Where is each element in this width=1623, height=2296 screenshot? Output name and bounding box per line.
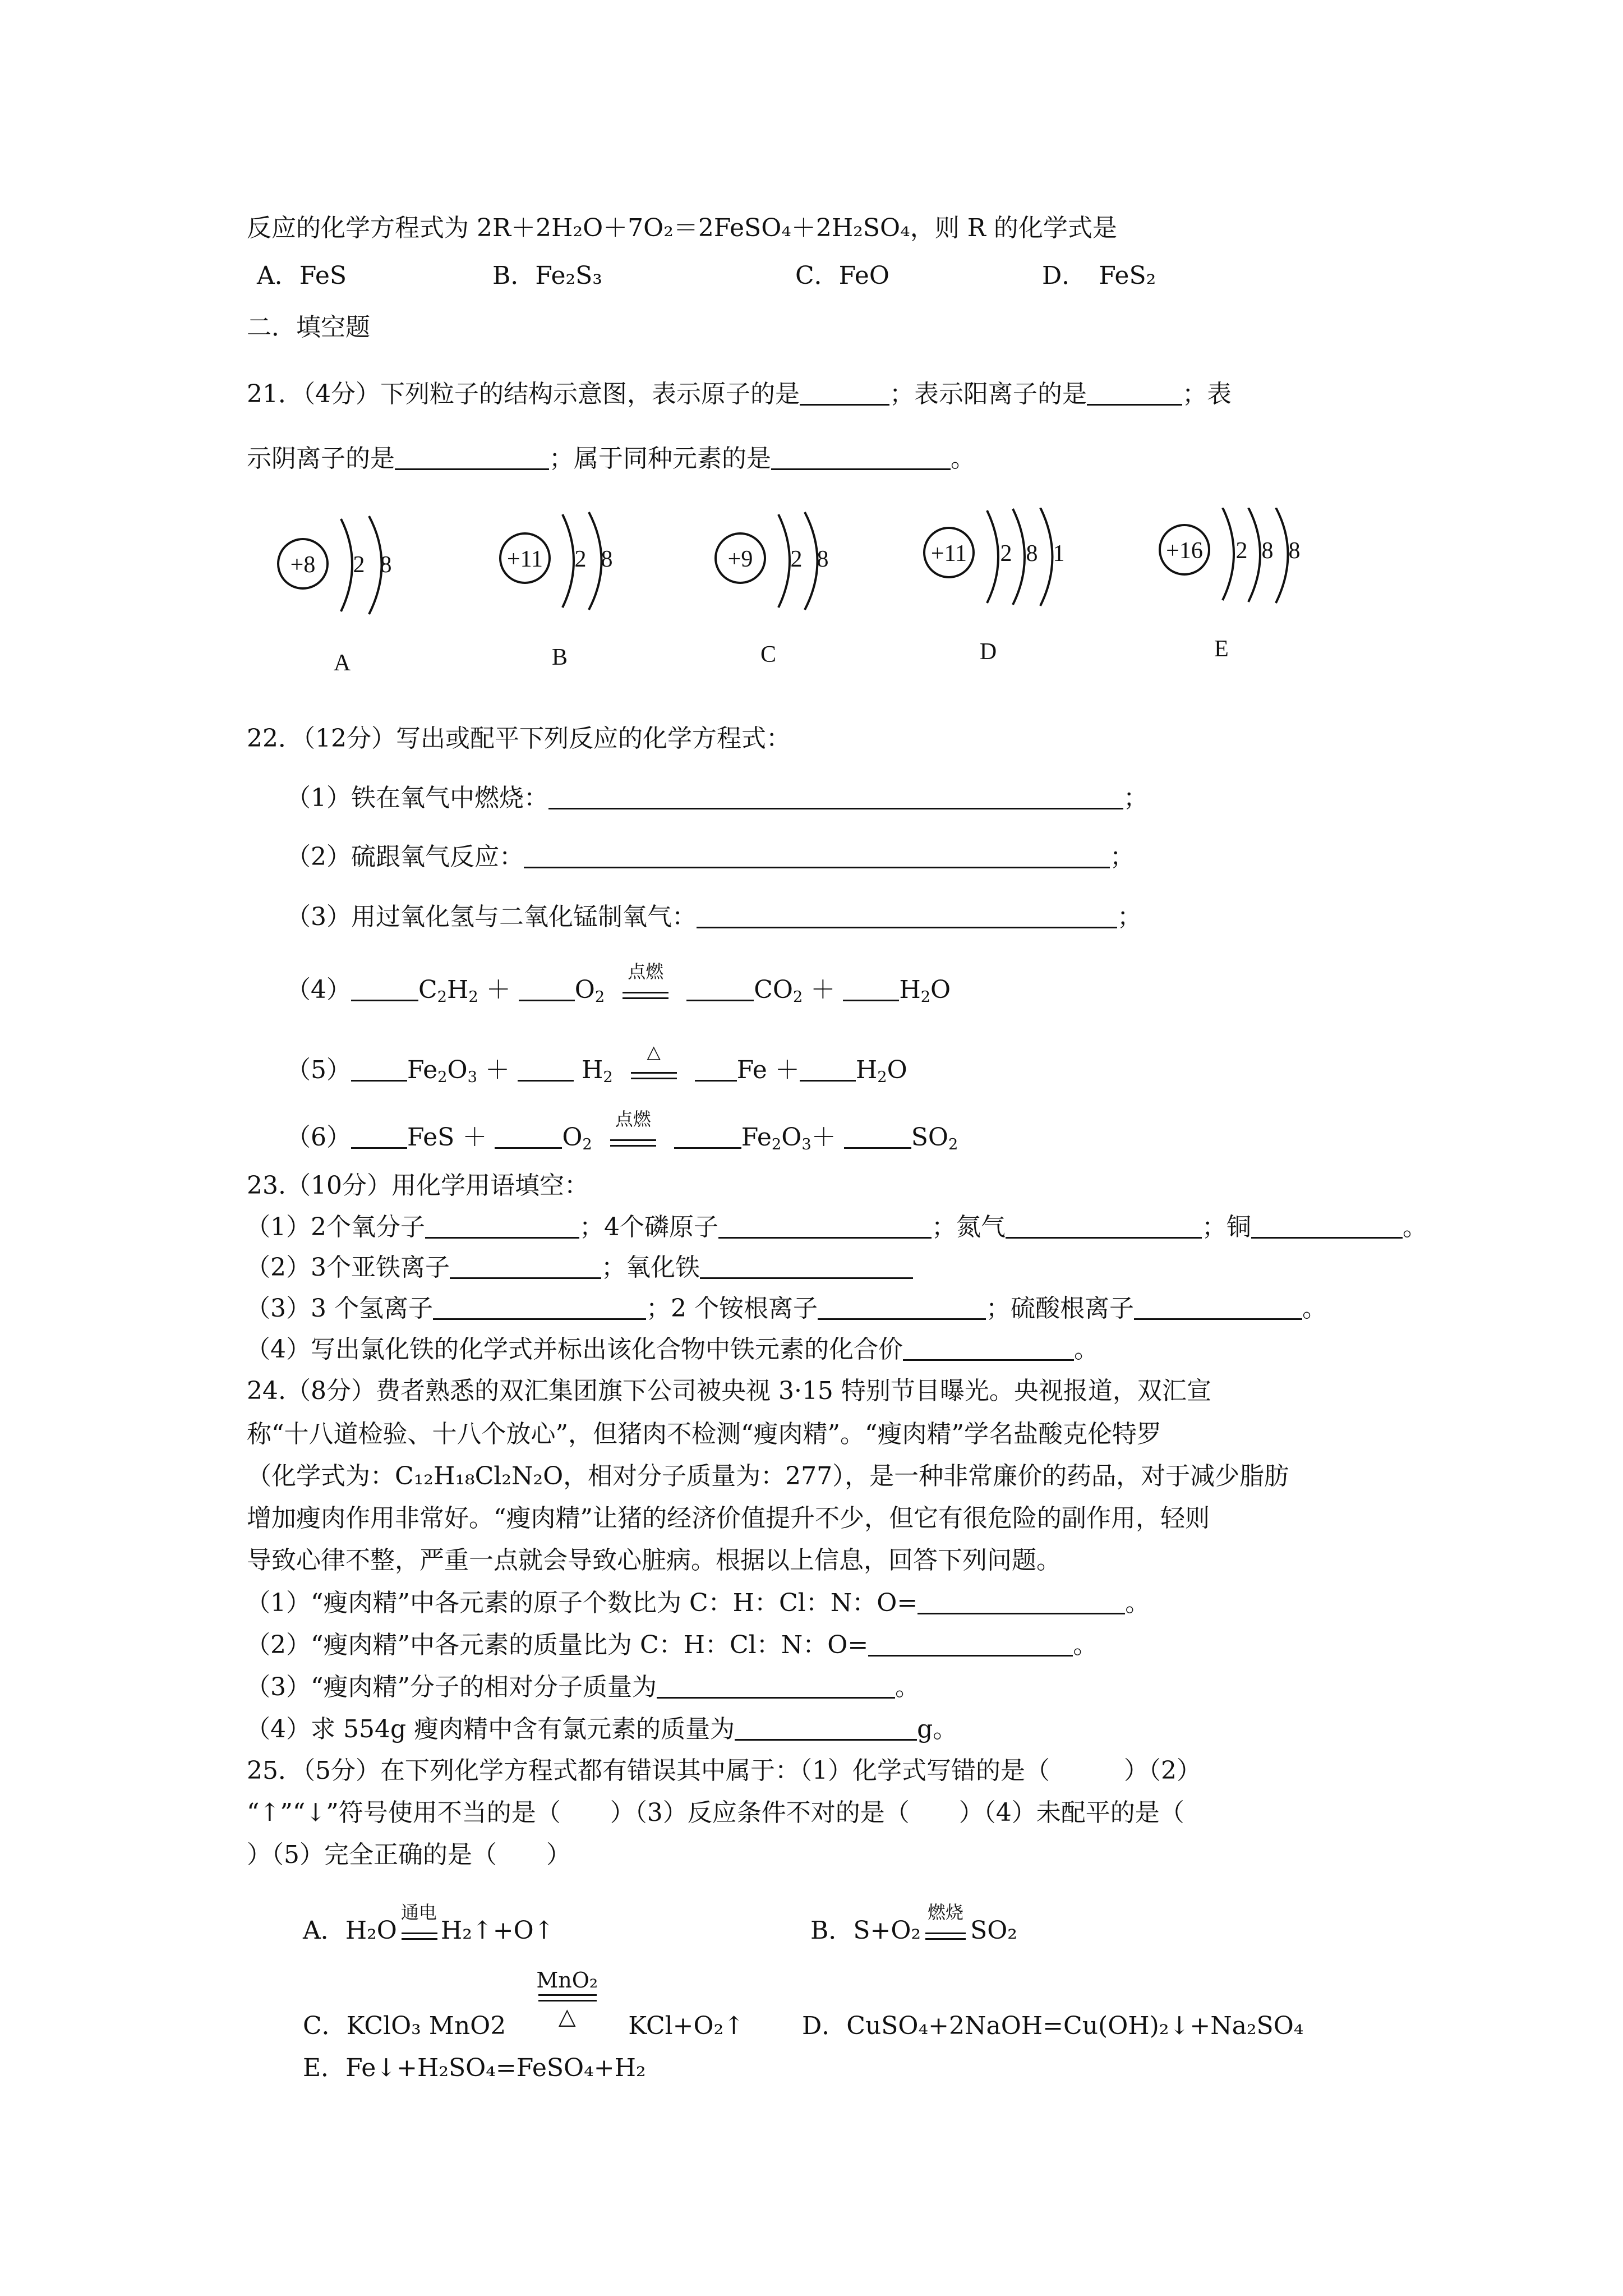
q20-stem: 反应的化学方程式为 2R＋2H₂O＋7O₂＝2FeSO₄＋2H₂SO₄，则 R 的化学式是: [247, 214, 1117, 242]
q23-blank-sulfate-ion[interactable]: [1134, 1296, 1302, 1320]
q24-paragraph-line4: 增加瘦肉作用非常好。“瘦肉精”让猪的经济价值提升不少，但它有很危险的副作用，轻则: [247, 1504, 1210, 1533]
q22-item1-semicolon: ；: [1123, 784, 1148, 812]
q25-option-a-product: H₂↑+O↑: [440, 1916, 555, 1945]
q22-item5-plus-2: ＋: [774, 1056, 800, 1084]
q22-item4-condition-text: 点燃: [628, 960, 664, 982]
q22-item6-prefix: （6）: [286, 1123, 351, 1152]
q22-item2-blank[interactable]: [524, 844, 1110, 868]
q24-sub4-text: （4）求 554g 瘦肉精中含有氯元素的质量为: [246, 1715, 735, 1743]
q21-text-f: 。: [951, 444, 975, 473]
q21-text-a: 21．（4分）下列粒子的结构示意图，表示原子的是: [247, 380, 800, 408]
q22-item1-text: （1）铁在氧气中燃烧：: [286, 784, 548, 812]
q24-sub1-text: （1）“瘦肉精”中各元素的原子个数比为 C：H：Cl：N：O=: [246, 1589, 918, 1617]
q25-option-b-condition: [923, 1901, 968, 1945]
q23-blank-hydrogen-ions[interactable]: [433, 1296, 646, 1320]
q21-blank-same-element[interactable]: [771, 446, 951, 470]
q22-item6-coef-fe2o3[interactable]: [674, 1125, 741, 1149]
q24-blank-atom-ratio[interactable]: [917, 1590, 1125, 1614]
q22-item5: （5） $Fe_2O_3 + H_2$ △ $Fe + H_2O$: [286, 1041, 907, 1086]
q23-blank-iron-oxide[interactable]: [700, 1255, 913, 1279]
particle-d-letter: D: [979, 639, 997, 665]
q22-item4-coef-o2[interactable]: [519, 977, 575, 1001]
q23-blank-ferrous-ions[interactable]: [450, 1255, 601, 1279]
q22-item4-coef-h2o[interactable]: [843, 977, 899, 1001]
q25-line2: “↑”“↓”符号使用不当的是（ ）（3）反应条件不对的是（ ）（4）未配平的是（: [247, 1798, 1184, 1827]
q21-line2: [247, 446, 975, 471]
q25-option-d: D．CuSO₄+2NaOH=Cu(OH)₂↓+Na₂SO₄: [802, 2012, 1304, 2040]
q23-blank-ammonium-ions[interactable]: [818, 1296, 986, 1320]
q23-l2-a: （2）3个亚铁离子: [246, 1253, 450, 1282]
q22-item3: [286, 904, 1142, 930]
q22-item4-condition: [620, 960, 671, 1004]
particle-e-shell-2: 8: [1261, 538, 1274, 564]
q23-blank-copper[interactable]: [1251, 1214, 1403, 1239]
q22-item6-plus-2: ＋: [811, 1123, 836, 1152]
q25-option-c-product: KCl+O₂↑: [628, 2012, 745, 2040]
particle-structure-diagrams: [269, 508, 1335, 678]
particle-b-nucleus: +11: [506, 546, 543, 572]
particle-a-letter: A: [333, 650, 351, 676]
q22-item5-plus-1: ＋: [485, 1056, 510, 1084]
q22-item5-prefix: （5）: [286, 1056, 351, 1084]
q23-l3-a: （3）3 个氢离子: [246, 1294, 433, 1323]
q25-line3: ）（5）完全正确的是（ ）: [247, 1841, 571, 1869]
q22-header: 22．（12分）写出或配平下列反应的化学方程式：: [247, 724, 791, 753]
particle-a-shell-1: 2: [353, 552, 365, 578]
particle-e-nucleus: +16: [1166, 538, 1203, 564]
particle-c-shell-2: 8: [817, 546, 829, 572]
q22-item6-condition-text: 点燃: [615, 1108, 651, 1130]
particle-e-shell-1: 2: [1235, 538, 1248, 564]
q23-l3-c: ；硫酸根离子: [985, 1294, 1134, 1323]
q23-blank-phosphorus-atoms[interactable]: [718, 1214, 932, 1239]
q23-l2-b: ；氧化铁: [601, 1253, 700, 1282]
q24-blank-mass-ratio[interactable]: [868, 1632, 1073, 1657]
q21-line1: [247, 381, 1232, 407]
q25-option-b-product: SO₂: [970, 1916, 1017, 1945]
q22-item6-coef-so2[interactable]: [844, 1125, 911, 1149]
q21-text-c: ；表: [1182, 380, 1232, 408]
q24-blank-chlorine-mass[interactable]: [735, 1717, 917, 1741]
particle-b-shell-1: 2: [574, 546, 587, 572]
q25-option-c-heat: △: [558, 2003, 576, 2030]
particle-a-nucleus: +8: [290, 552, 316, 578]
q22-item2-text: （2）硫跟氧气反应：: [286, 843, 524, 871]
particle-d-nucleus: +11: [930, 541, 967, 567]
q24-sub2-period: 。: [1073, 1631, 1098, 1659]
q23-l4-b: 。: [1074, 1335, 1099, 1364]
q22-item3-text: （3）用过氧化氢与二氧化锰制氧气：: [286, 903, 697, 931]
particle-b-letter: B: [551, 645, 568, 670]
q23-l1-b: ；4个磷原子: [579, 1213, 718, 1241]
q20-option-b: B．Fe₂S₃: [492, 261, 602, 290]
q23-l3-d: 。: [1302, 1294, 1327, 1323]
q24-sub4: [246, 1717, 957, 1742]
q22-item4-prefix: （4）: [286, 976, 351, 1004]
q25-option-c-catalyst: MnO₂: [536, 1967, 598, 1993]
particle-e-letter: E: [1214, 636, 1229, 662]
q22-item5-condition: [629, 1041, 679, 1084]
q25-option-a: [303, 1901, 555, 1945]
q22-item5-coef-fe[interactable]: [695, 1057, 737, 1082]
q22-item3-blank[interactable]: [697, 904, 1117, 928]
q24-sub2: [246, 1632, 1098, 1658]
q25-option-a-condition: [399, 1901, 439, 1945]
q24-paragraph-line5: 导致心律不整，严重一点就会导致心脏病。根据以上信息，回答下列问题。: [247, 1546, 1061, 1575]
q22-item4-coef-c2h2[interactable]: [351, 977, 418, 1001]
q24-paragraph-line1: 24.（8分）费者熟悉的双汇集团旗下公司被央视 3·15 特别节目曝光。央视报道，双汇宣: [247, 1377, 1211, 1405]
q22-item6-coef-o2[interactable]: [495, 1125, 562, 1149]
q24-sub3: [246, 1674, 920, 1700]
q21-blank-atom[interactable]: [800, 381, 889, 406]
q22-item4: （4） $C_2H_2 + O_2$ 点燃 $CO_2 + H_2O$: [286, 960, 951, 1006]
particle-d-shell-3: 1: [1053, 541, 1065, 567]
section-fill-in-title: 二．填空题: [247, 313, 370, 342]
q23-line3: [246, 1296, 1327, 1321]
q21-text-b: ；表示阳离子的是: [889, 380, 1087, 408]
q23-l1-e: 。: [1403, 1213, 1427, 1241]
q23-l3-b: ；2 个铵根离子: [645, 1294, 818, 1323]
q22-item4-coef-co2[interactable]: [686, 977, 754, 1001]
q25-option-b-condition-text: 燃烧: [928, 1901, 964, 1923]
q22-item1-blank[interactable]: [548, 785, 1123, 809]
particle-a-shell-2: 8: [380, 552, 392, 578]
q23-line1: [246, 1214, 1427, 1240]
q23-line2: [246, 1255, 913, 1280]
q23-l4-a: （4）写出氯化铁的化学式并标出该化合物中铁元素的化合价: [246, 1335, 903, 1364]
q25-line1: 25．（5分）在下列化学方程式都有错误其中属于：（1）化学式写错的是（ ）（2）: [247, 1756, 1201, 1785]
q24-sub3-text: （3）“瘦肉精”分子的相对分子质量为: [246, 1673, 657, 1701]
q25-option-b-reactant: B．S+O₂: [810, 1916, 921, 1945]
q22-item6-condition: [608, 1108, 658, 1152]
q25-option-b: [810, 1901, 1017, 1945]
q25-option-a-reactant: A．H₂O: [303, 1916, 397, 1945]
q21-text-e: ；属于同种元素的是: [549, 444, 771, 473]
q23-line4: [246, 1337, 1099, 1362]
particle-d-shell-1: 2: [1000, 541, 1012, 567]
q23-blank-nitrogen[interactable]: [1006, 1214, 1202, 1239]
q21-text-d: 示阴离子的是: [247, 444, 395, 473]
q23-blank-oxygen-molecules[interactable]: [425, 1214, 579, 1239]
particle-b-shell-2: 8: [601, 546, 613, 572]
q22-item5-coef-h2[interactable]: [518, 1057, 574, 1082]
q23-header: 23.（10分）用化学用语填空：: [247, 1171, 589, 1200]
particle-c-letter: C: [760, 642, 777, 668]
q23-l1-a: （1）2个氧分子: [246, 1213, 425, 1241]
q20-option-c: C．FeO: [795, 261, 889, 290]
particle-c-shell-1: 2: [790, 546, 803, 572]
q25-option-e: E．Fe↓+H₂SO₄=FeSO₄+H₂: [303, 2054, 646, 2082]
q22-item3-semicolon: ；: [1117, 903, 1142, 931]
particle-e-shell-3: 8: [1288, 538, 1301, 564]
q25-option-c-condition: [536, 1967, 598, 2040]
particle-d-shell-2: 8: [1026, 541, 1038, 567]
q20-option-d: D． FeS₂: [1042, 261, 1156, 290]
q24-blank-molecular-mass[interactable]: [657, 1674, 895, 1699]
q22-item4-plus-2: ＋: [810, 976, 836, 1004]
q25-option-a-condition-text: 通电: [400, 1901, 437, 1923]
q25-option-c-reactant: C．KClO₃ MnO2: [303, 2012, 506, 2040]
q23-l1-c: ；氮气: [932, 1213, 1006, 1241]
q23-blank-ferric-chloride[interactable]: [903, 1337, 1074, 1361]
q22-item5-coef-h2o[interactable]: [800, 1057, 856, 1082]
q20-option-a: A．FeS: [257, 261, 347, 290]
q22-item5-condition-text: △: [647, 1041, 661, 1062]
q21-blank-cation[interactable]: [1087, 381, 1182, 406]
q21-blank-anion[interactable]: [395, 446, 549, 470]
q22-item6-plus-1: ＋: [462, 1123, 487, 1152]
q22-item1: [286, 785, 1148, 811]
q25-option-c: [303, 1967, 745, 2040]
q24-sub1-period: 。: [1125, 1589, 1150, 1617]
q24-paragraph-line3: （化学式为：C₁₂H₁₈Cl₂N₂O，相对分子质量为：277），是一种非常廉价的药品，对于减少脂肪: [247, 1462, 1289, 1490]
q22-item6-coef-fes[interactable]: [351, 1125, 407, 1149]
q22-item4-plus-1: ＋: [486, 976, 511, 1004]
q24-sub4-unit: g。: [917, 1715, 958, 1743]
q22-item2-semicolon: ；: [1110, 843, 1135, 871]
q24-paragraph-line2: 称“十八道检验、十八个放心”，但猪肉不检测“瘦肉精”。“瘦肉精”学名盐酸克伦特罗: [247, 1420, 1161, 1448]
q24-sub3-period: 。: [895, 1673, 920, 1701]
particle-c-nucleus: +9: [727, 546, 753, 572]
q22-item2: [286, 844, 1135, 869]
q23-l1-d: ；铜: [1202, 1213, 1251, 1241]
q22-item5-coef-fe2o3[interactable]: [351, 1057, 407, 1082]
q22-item6: （6） FeS ＋ $O_2$ 点燃 $Fe_2O_3+ SO_2$: [286, 1108, 958, 1153]
q24-sub2-text: （2）“瘦肉精”中各元素的质量比为 C：H：Cl：N：O=: [246, 1631, 869, 1659]
q24-sub1: [246, 1590, 1150, 1616]
